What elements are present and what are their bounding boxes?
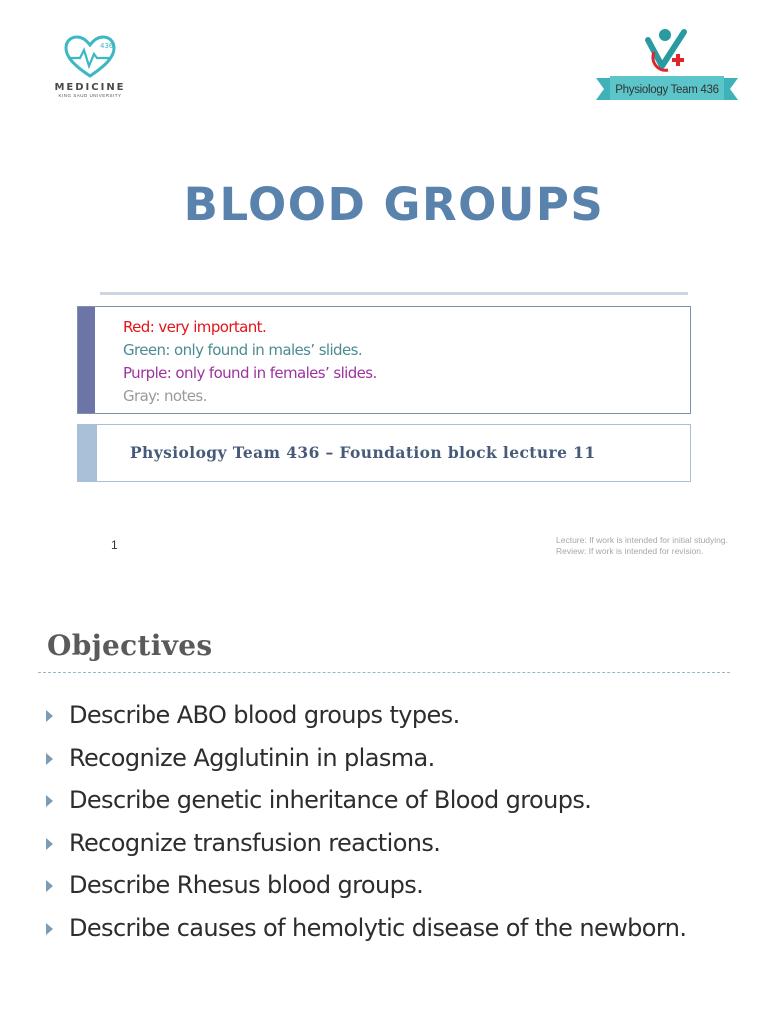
legend-accent-bar [78, 307, 95, 413]
legend-green: Green: only found in males’ slides. [123, 341, 362, 359]
objective-text: Describe genetic inheritance of Blood groups. [69, 786, 592, 814]
objective-text: Describe Rhesus blood groups. [69, 871, 424, 899]
logo-subtitle: KING SAUD UNIVERSITY [58, 93, 122, 98]
legend-red: Red: very important. [123, 318, 267, 336]
heart-pulse-icon [62, 34, 118, 80]
triangle-bullet-icon [46, 880, 53, 892]
subtitle-accent-bar [78, 425, 97, 481]
lecture-subtitle: Physiology Team 436 – Foundation block lecture 11 [130, 443, 596, 462]
page-number: 1 [111, 538, 118, 552]
objectives-divider [38, 672, 730, 673]
logo-word: MEDICINE [54, 82, 126, 93]
note-lecture: Lecture: If work is intended for initial studying. [556, 535, 728, 545]
objective-text: Describe causes of hemolytic disease of the newborn. [69, 913, 687, 942]
team-label: Physiology Team 436 [612, 81, 722, 99]
triangle-bullet-icon [46, 838, 53, 850]
objective-text: Recognize transfusion reactions. [69, 828, 441, 857]
legend-purple: Purple: only found in females’ slides. [123, 364, 377, 382]
study-note [556, 535, 766, 557]
triangle-bullet-icon [46, 923, 53, 935]
triangle-bullet-icon [46, 710, 53, 722]
triangle-bullet-icon [46, 753, 53, 765]
legend-gray: Gray: notes. [123, 387, 207, 405]
triangle-bullet-icon [46, 795, 53, 807]
lecture-subtitle-box [77, 424, 691, 482]
physiology-team-logo [596, 26, 738, 110]
note-review: Review: If work is intended for revision. [556, 546, 704, 556]
legend-lines [123, 316, 377, 408]
title-divider [100, 292, 688, 295]
medicine-logo [44, 34, 136, 118]
heart-check-emblem-icon [642, 26, 692, 76]
objective-text: Recognize Agglutinin in plasma. [69, 743, 435, 772]
objectives-heading: Objectives [47, 629, 213, 662]
color-legend-box [77, 306, 691, 414]
page-title: BLOOD GROUPS [183, 178, 605, 231]
objective-text: Describe ABO blood groups types. [69, 701, 460, 729]
badge-number: 436 [100, 42, 114, 50]
